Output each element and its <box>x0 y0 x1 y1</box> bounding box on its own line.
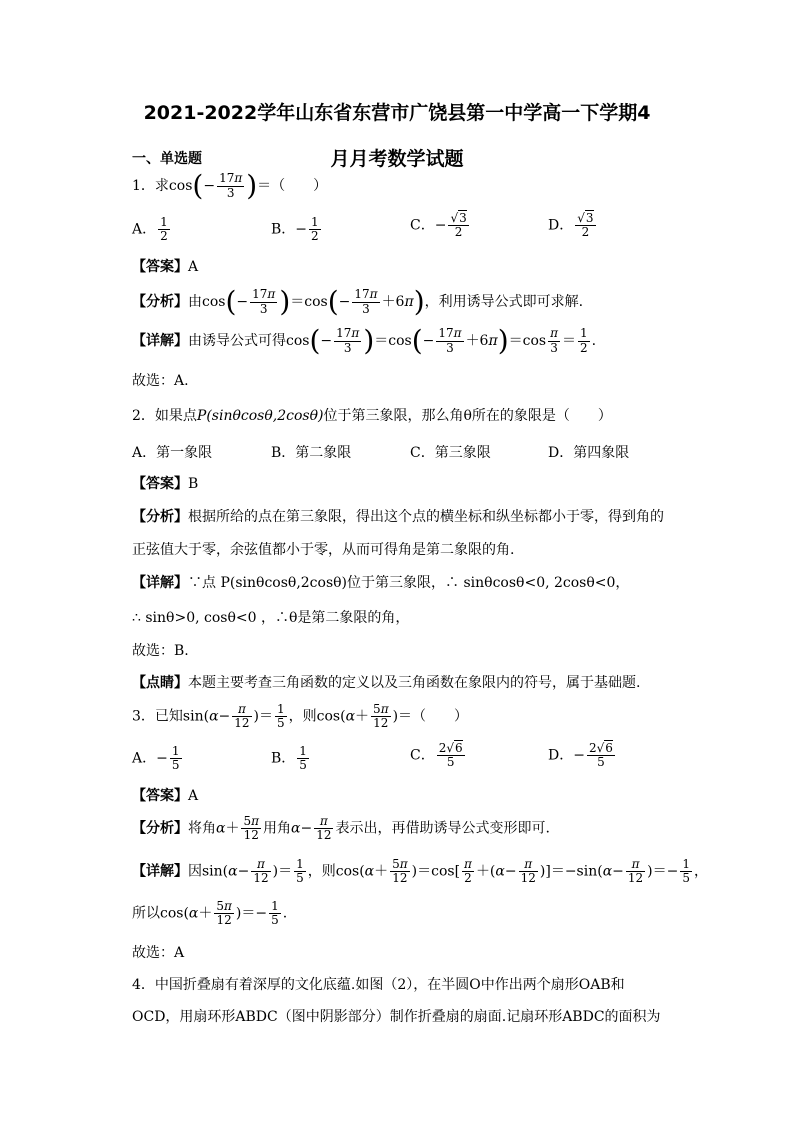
q2-answer: 【答案】B <box>132 476 199 492</box>
q3-option-d: D．− $\frac{2√6}{5}$ <box>548 741 613 770</box>
q1-stem: 1．求cos(− $\frac{17\pi}{3}$ )＝（ ） <box>132 169 328 202</box>
q1-detail: 【详解】由诱导公式可得cos(− $\frac{17\pi}{3}$ )＝cos(− $\frac{17\pi}{3}$ ＋6π)＝cos $\frac{\pi}{3}$ ＝ $\frac{1}{2}$ . <box>132 324 597 357</box>
q1-option-c: C．− $\frac{√3}{2}$ <box>410 211 467 240</box>
q1-analysis: 【分析】由cos(− $\frac{17\pi}{3}$ )＝cos(− $\frac{17\pi}{3}$ ＋6π)，利用诱导公式即可求解. <box>132 285 584 318</box>
q2-comment: 【点睛】本题主要考查三角函数的定义以及三角函数在象限内的符号，属于基础题. <box>132 675 641 691</box>
q2-option-a: A．第一象限 <box>132 445 213 461</box>
q3-stem: 3．已知sin(α− $\frac{\pi}{12}$ )＝ $\frac{1}{5}$ ，则cos(α＋ $\frac{5\pi}{12}$ )＝（ ） <box>132 702 469 731</box>
q3-option-c: C． $\frac{2√6}{5}$ <box>410 741 463 770</box>
q3-option-b: B． $\frac{1}{5}$ <box>271 744 307 773</box>
title-line-2: 月月考数学试题 <box>330 148 464 170</box>
q2-option-b: B．第二象限 <box>271 445 352 461</box>
q1-option-a: A． $\frac{1}{2}$ <box>132 215 168 244</box>
q1-answer: 【答案】A <box>132 259 199 275</box>
q2-result: 故选：B. <box>132 643 189 659</box>
q2-option-d: D．第四象限 <box>548 445 630 461</box>
q3-answer: 【答案】A <box>132 788 199 804</box>
title-line-1: 2021-2022学年山东省东营市广饶县第一中学高一下学期4 <box>143 102 651 124</box>
q3-result: 故选：A <box>132 945 185 961</box>
q4-line-1: 4．中国折叠扇有着深厚的文化底蕴.如图（2），在半圆O中作出两个扇形OAB和 <box>132 977 625 993</box>
q3-analysis: 【分析】将角α＋ $\frac{5\pi}{12}$ 用角α− $\frac{\pi}{12}$ 表示出，再借助诱导公式变形即可. <box>132 814 550 843</box>
q2-analysis-line-1: 【分析】根据所给的点在第三象限，得出这个点的横坐标和纵坐标都小于零，得到角的 <box>132 509 664 525</box>
q3-option-a: A．− $\frac{1}{5}$ <box>132 744 180 773</box>
q2-detail-line-2: ∴ sinθ>0, cosθ<0 ，∴θ是第二象限的角， <box>132 610 410 626</box>
q1-option-b: B．− $\frac{1}{2}$ <box>271 215 319 244</box>
q2-detail-line-1: 【详解】∵点 P(sinθcosθ,2cosθ)位于第三象限，∴ sinθcosθ<0, 2cosθ<0， <box>132 575 630 591</box>
q1-result: 故选：A. <box>132 373 189 389</box>
q2-stem: 2．如果点P(sinθcosθ,2cosθ)位于第三象限，那么角θ所在的象限是（ ） <box>132 408 612 424</box>
q2-option-c: C．第三象限 <box>410 445 491 461</box>
q2-analysis-line-2: 正弦值大于零，余弦值都小于零，从而可得角是第二象限的角. <box>132 542 515 558</box>
q3-detail: 【详解】因sin(α− $\frac{\pi}{12}$ )＝ $\frac{1}{5}$ ，则cos(α＋ $\frac{5\pi}{12}$ )＝cos[ $\frac{\pi}{2}$ ＋(α− $\frac{\pi}{12}$ )]＝−sin(α− $\frac{\pi}{12}$ )＝− $\frac{1}{5}$ ， <box>132 857 709 886</box>
q1-option-d: D． $\frac{√3}{2}$ <box>548 211 594 240</box>
q3-conclusion: 所以cos(α＋ $\frac{5\pi}{12}$ )＝− $\frac{1}{5}$ . <box>132 899 288 928</box>
section-heading: 一、单选题 <box>132 151 202 167</box>
q4-line-2: OCD，用扇环形ABDC（图中阴影部分）制作折叠扇的扇面.记扇环形ABDC的面积为 <box>132 1009 661 1025</box>
